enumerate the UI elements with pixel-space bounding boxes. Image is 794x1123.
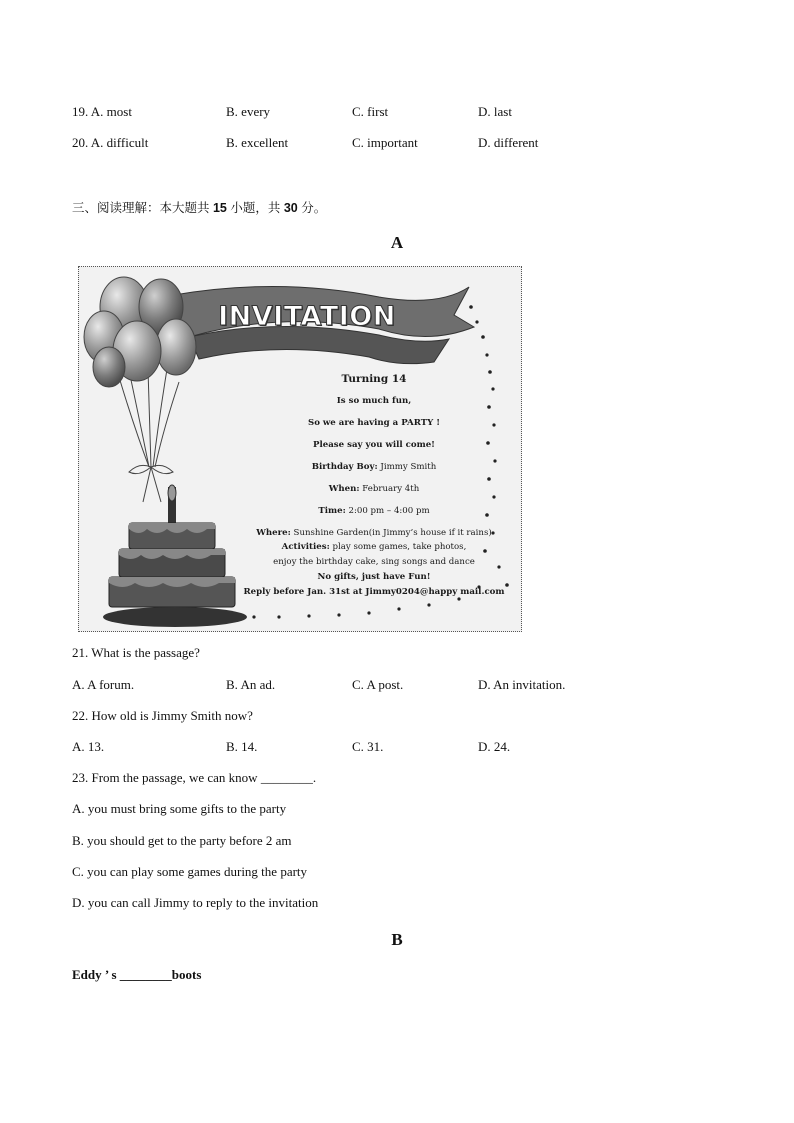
question-23-stem: 23. From the passage, we can know ________. xyxy=(72,770,317,785)
q22-option-a: A. 13. xyxy=(72,739,105,754)
inv-line-when: When: February 4th xyxy=(328,484,420,494)
q23-option-b: B. you should get to the party before 2 am xyxy=(72,833,292,848)
q23-option-a: A. you must bring some gifts to the party xyxy=(72,801,287,816)
q19-option-d: D. last xyxy=(478,104,512,119)
q19-option-a: 19. A. most xyxy=(72,104,132,119)
q21-option-b: B. An ad. xyxy=(226,677,276,692)
birthday-cake xyxy=(103,485,247,627)
question-20-options xyxy=(0,135,794,155)
question-22-options xyxy=(0,739,794,759)
q23-option-c: C. you can play some games during the party xyxy=(72,864,308,879)
q20-option-c: C. important xyxy=(352,135,418,150)
question-19-options xyxy=(0,104,794,124)
q23-option-d: D. you can call Jimmy to reply to the invitation xyxy=(72,895,319,910)
inv-line-fun: Is so much fun, xyxy=(336,396,412,406)
inv-line-activities: Activities: play some games, take photos, xyxy=(281,542,467,552)
section-3-heading: 三、阅读理解：本大题共 15 小题，共 30 分。 xyxy=(72,201,327,215)
inv-line-boy: Birthday Boy: Jimmy Smith xyxy=(311,462,437,472)
question-22-stem: 22. How old is Jimmy Smith now? xyxy=(72,708,253,723)
q20-option-d: D. different xyxy=(478,135,539,150)
q21-option-d: D. An invitation. xyxy=(478,677,566,692)
inv-line-nogifts: No gifts, just have Fun! xyxy=(317,572,431,582)
question-21-options xyxy=(0,677,794,697)
passage-b-title: Eddy ’ s ________boots xyxy=(72,967,202,982)
invitation-image xyxy=(78,266,522,632)
inv-line-come: Please say you will come! xyxy=(313,440,435,450)
passage-b-label: B xyxy=(391,930,403,949)
q20-option-a: 20. A. difficult xyxy=(72,135,149,150)
inv-line-turning: Turning 14 xyxy=(341,373,407,385)
inv-line-party: So we are having a PARTY ! xyxy=(307,418,440,428)
q21-option-a: A. A forum. xyxy=(72,677,135,692)
inv-line-activities-2: enjoy the birthday cake, sing songs and dance xyxy=(273,557,475,567)
invitation-banner-title: INVITATION xyxy=(218,301,396,332)
q22-option-d: D. 24. xyxy=(478,739,511,754)
q20-option-b: B. excellent xyxy=(226,135,289,150)
passage-a-label: A xyxy=(390,233,404,252)
q21-option-c: C. A post. xyxy=(352,677,404,692)
q19-option-b: B. every xyxy=(226,104,271,119)
question-21-stem: 21. What is the passage? xyxy=(72,645,200,660)
inv-line-reply: Reply before Jan. 31st at Jimmy0204@happy mail.com xyxy=(243,587,505,597)
q19-option-c: C. first xyxy=(352,104,389,119)
inv-line-where: Where: Sunshine Garden(in Jimmy’s house if it rains) xyxy=(256,528,492,538)
inv-line-time: Time: 2:00 pm – 4:00 pm xyxy=(318,506,430,516)
q22-option-c: C. 31. xyxy=(352,739,384,754)
q22-option-b: B. 14. xyxy=(226,739,258,754)
